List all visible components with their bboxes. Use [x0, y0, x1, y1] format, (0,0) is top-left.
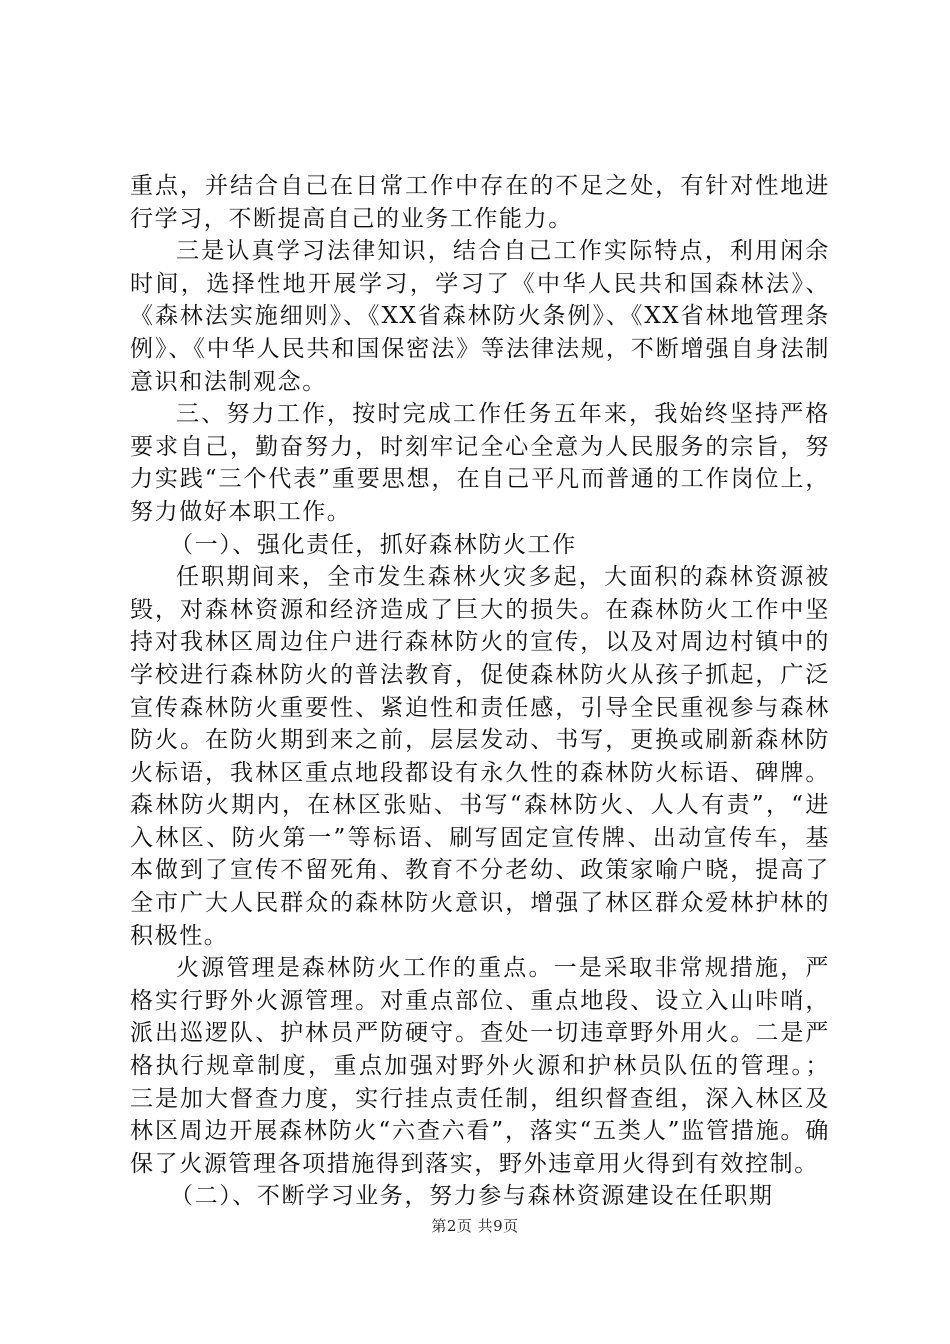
document-body [130, 170, 830, 1213]
paragraph-3: 三、努力工作，按时完成工作任务五年来，我始终坚持严格要求自己，勤奋努力，时刻牢记全心全意为人民服务的宗旨，努力实践“三个代表”重要思想，在自己平凡而普通的工作岗位上，努力做好本职工作。 [130, 401, 830, 525]
section-heading-2: （二）、不断学习业务，努力参与森林资源建设在任职期 [170, 1183, 774, 1210]
paragraph-4: 任职期间来，全市发生森林火灾多起，大面积的森林资源被毁，对森林资源和经济造成了巨大的损失。在森林防火工作中坚持对我林区周边住户进行森林防火的宣传，以及对周边村镇中的学校进行森林防火的普法教育，促使森林防火从孩子抓起，广泛宣传森林防火重要性、紧迫性和责任感，引导全民重视参与森林防火。在防火期到来之前，层层发动、书写，更换或刷新森林防火标语，我林区重点地段都设有永久性的森林防火标语、碑牌。森林防火期内，在林区张贴、书写“森林防火、人人有责”，“进入林区、防火第一”等标语、刷写固定宣传牌、出动宣传车，基本做到了宣传不留死角、教育不分老幼、政策家喻户晓，提高了全市广大人民群众的森林防火意识，增强了林区群众爱林护林的积极性。 [130, 564, 830, 949]
section-heading-1: （一）、强化责任，抓好森林防火工作 [170, 531, 577, 558]
page-number-footer: 第2页 共9页 [431, 1217, 519, 1235]
paragraph-2: 三是认真学习法律知识，结合自己工作实际特点，利用闲余时间，选择性地开展学习，学习了《中华人民共和国森林法》、《森林法实施细则》、《XX省森林防火条例》、《XX省林地管理条例》、《中华人民共和国保密法》等法律法规，不断增强自身法制意识和法制观念。 [130, 238, 830, 395]
paragraph-5: 火源管理是森林防火工作的重点。一是采取非常规措施，严格实行野外火源管理。对重点部位、重点地段、设立入山咔哨，派出巡逻队、护林员严防硬守。查处一切违章野外用火。二是严格执行规章制度，重点加强对野外火源和护林员队伍的管理。；三是加大督查力度，实行挂点责任制，组织督查组，深入林区及林区周边开展森林防火“六查六看”，落实“五类人”监管措施。确保了火源管理各项措施得到落实，野外违章用火得到有效控制。 [130, 955, 830, 1177]
paragraph-1: 重点，并结合自己在日常工作中存在的不足之处，有针对性地进行学习，不断提高自己的业务工作能力。 [130, 173, 830, 232]
